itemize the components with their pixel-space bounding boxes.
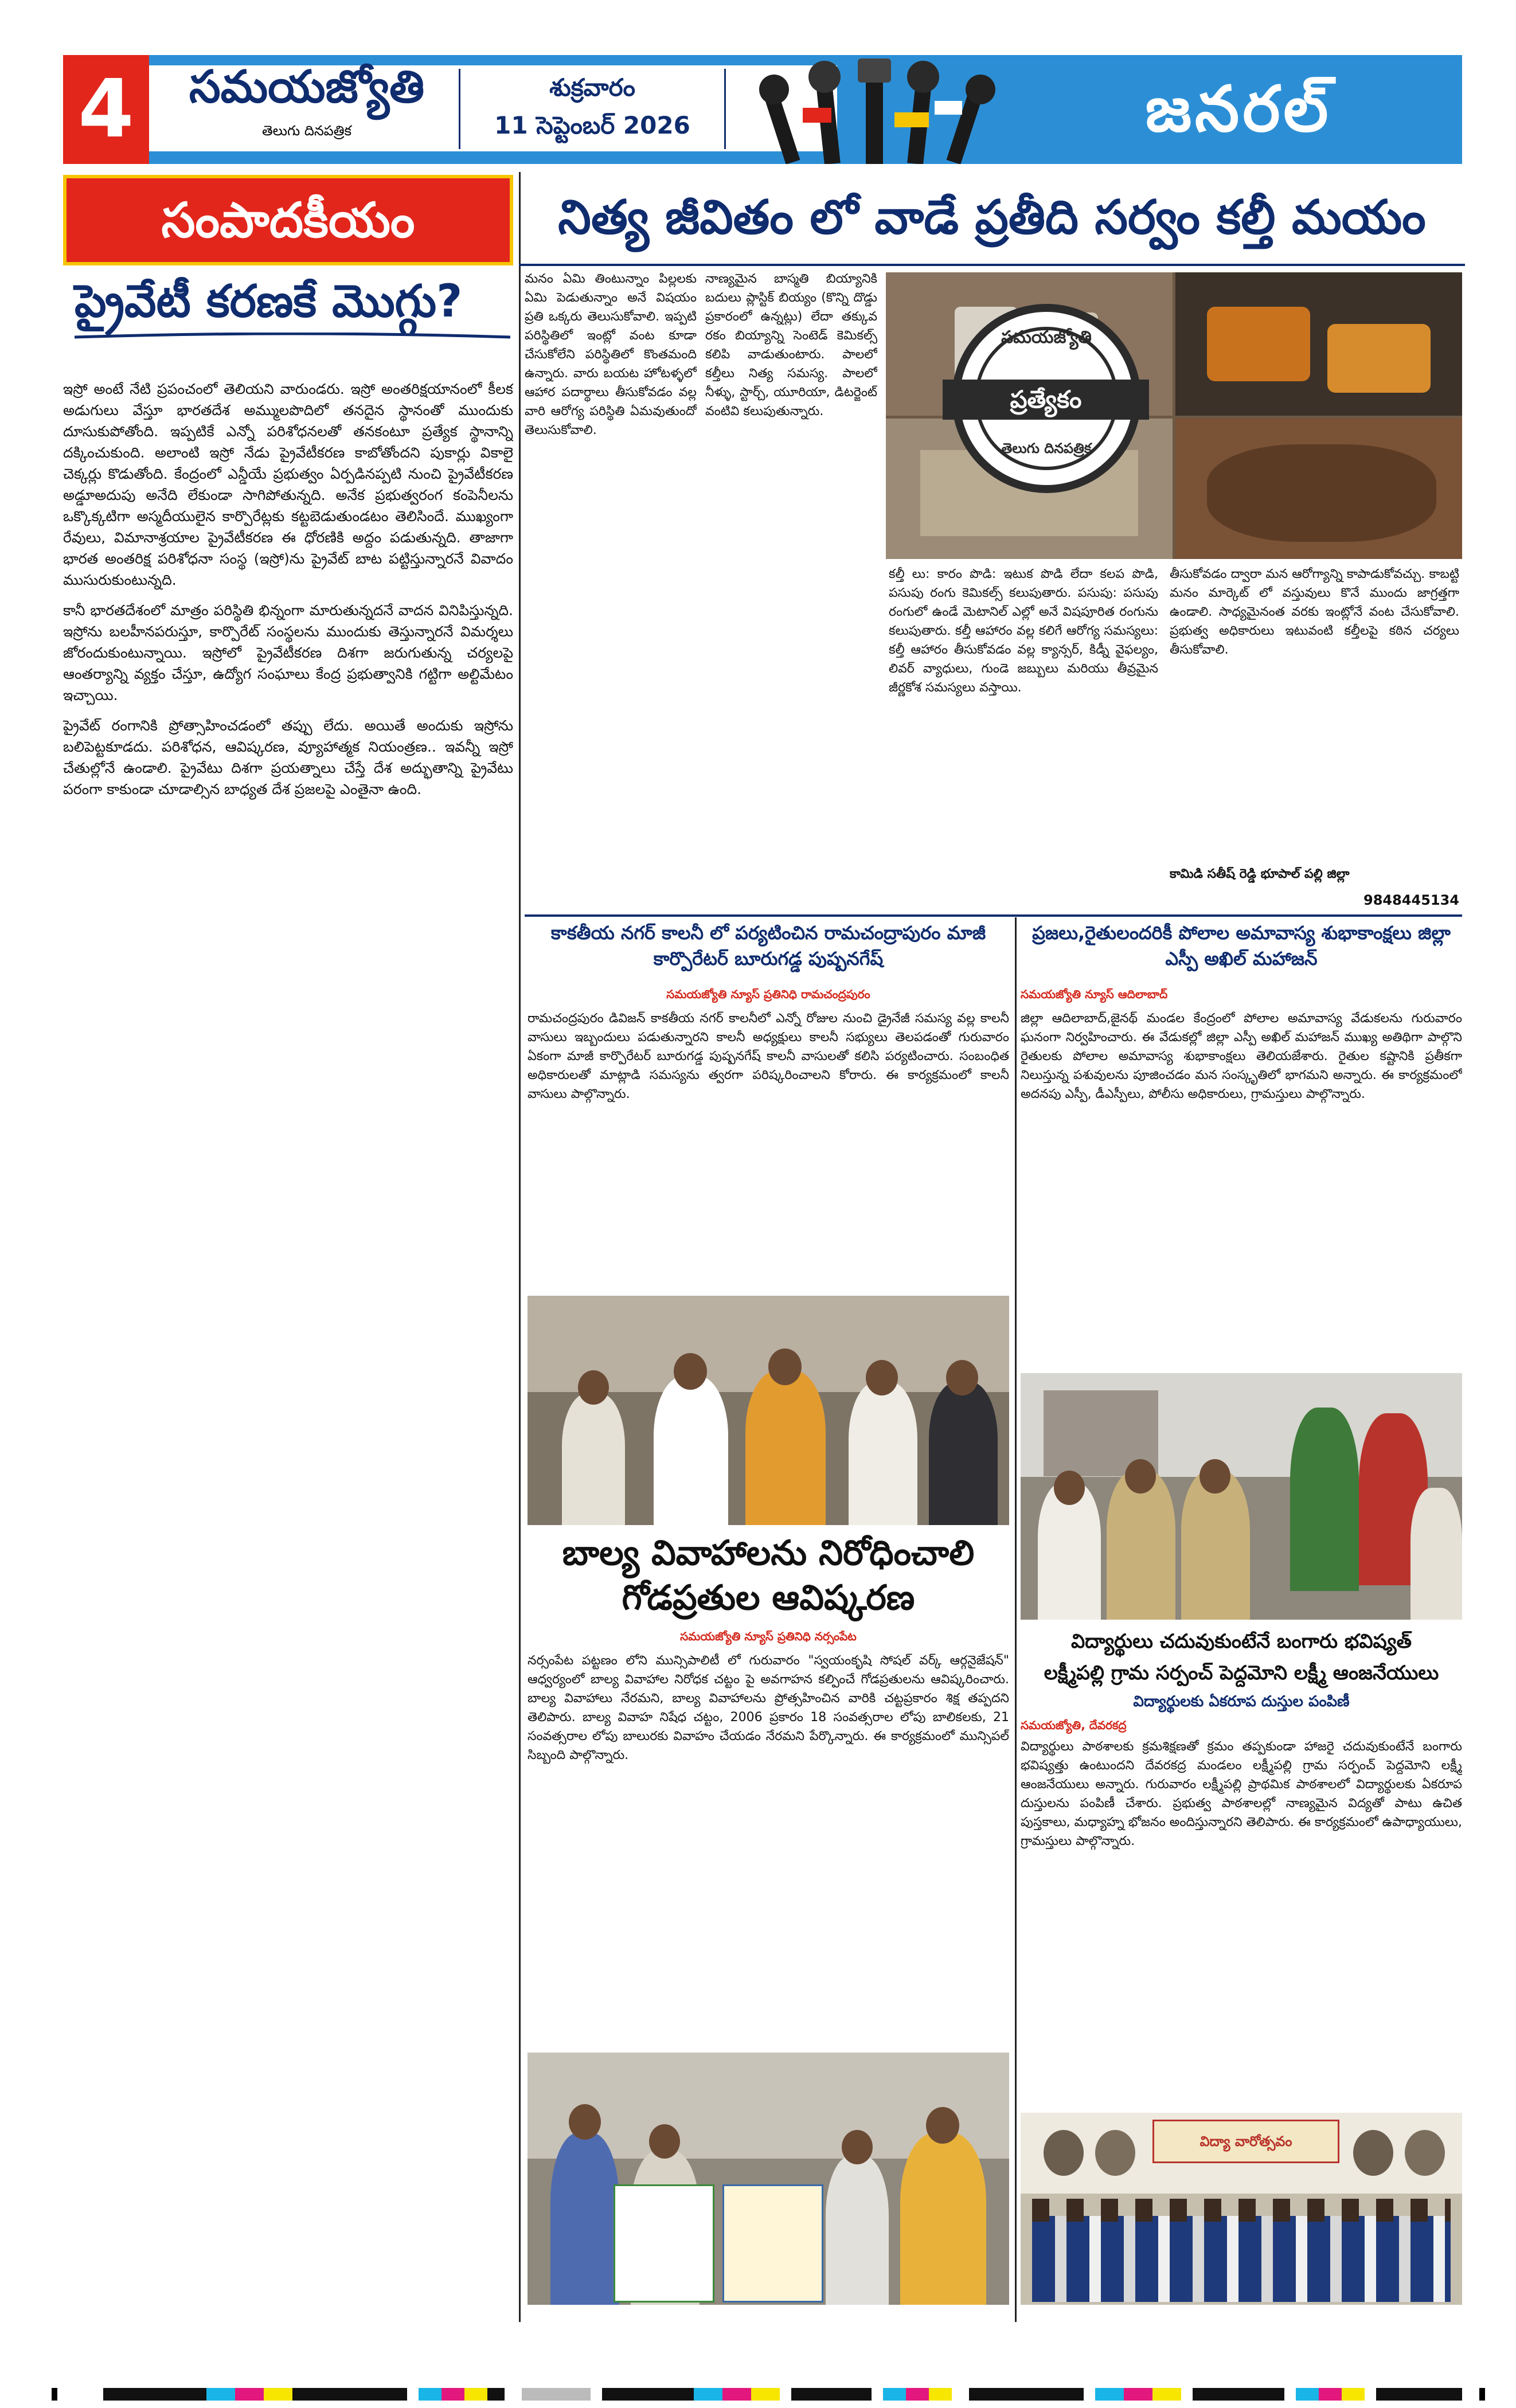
- lead-paragraph: కల్తీ లు: కారం పొడి: ఇటుక పొడి లేదా కలప పొడి, పసుపు రంగు కెమికల్స్ కలుపుతారు. పసుపు: పసుపు రంగులో ఉండే మెటానిల్ ఎల్లో అనే విషపూరిత రంగును కలుపుతారు. కల్తీ ఆహారం వల్ల కలిగే ఆరోగ్య సమస్యలు: కల్తీ ఆహారం తీసుకోవడం వల్ల క్యాన్సర్, కిడ్నీ వైఫల్యం, లివర్ వ్యాధులు, గుండె జబ్బులు మరియు తీవ్రమైన జీర్ణకోశ సమస్యలు వస్తాయి.: [889, 567, 1158, 695]
- editorial-label: సంపాదకీయం: [161, 192, 415, 248]
- students-body: విద్యార్థులు పాఠశాలకు క్రమశిక్షణతో క్రమం తప్పకుండా హాజరై చదువుకుంటేనే బంగారు భవిష్యత్తు ఉంటుందని దేవరకద్ర మండలం లక్ష్మీపల్లి గ్రామ సర్పంచ్ పెద్దమోని లక్ష్మీ ఆంజనేయులు అన్నారు. గురువారం లక్ష్మీపల్లి ప్రాథమిక పాఠశాలలో విద్యార్థులకు ఏకరూప దుస్తులను పంపిణీ చేశారు. ప్రభుత్వ పాఠశాలల్లో నాణ్యమైన విద్యతో పాటు ఉచిత పుస్తకాలు, మధ్యాహ్న భోజనం అందిస్తున్నారని తెలిపారు. ఈ కార్యక్రమంలో ఉపాధ్యాయులు, గ్రామస్తులు పాల్గొన్నారు.: [1021, 1739, 1462, 1848]
- stamp-special-label: ప్రత్యేకం: [943, 380, 1149, 420]
- poster-release-photo: [528, 2053, 1009, 2305]
- lead-column: [525, 269, 697, 909]
- lead-paragraph: తీసుకోవడం ద్వారా మన ఆరోగ్యాన్ని కాపాడుకోవచ్చు. కాబట్టి మనం మార్కెట్ లో వస్తువులు కొనే ముందు జాగ్రత్తగా ఉండాలి. సాధ్యమైనంత వరకు ఇంట్లోనే వంట చేసుకోవాలి. ప్రభుత్వ అధికారులు ఇటువంటి కల్తీలపై కఠిన చర్యలు తీసుకోవాలి.: [1170, 567, 1459, 657]
- newspaper-tagline: తెలుగు దినపత్రిక: [261, 123, 352, 139]
- photo-banner: విద్యా వారోత్సవం: [1152, 2120, 1339, 2163]
- kakatiya-body: రామచంద్రపురం డివిజన్ కాకతీయ నగర్ కాలనీలో ఎన్నో రోజుల నుంచి డ్రైనేజీ సమస్య వల్ల కాలనీ వాసులు ఇబ్బందులు పడుతున్నారని కాలనీ అధ్యక్షులు కాలనీ సభ్యులు తెలపడంతో గురువారం ఏకంగా మాజీ కార్పొరేటర్ బూరుగడ్డ పుష్పనగేష్ కాలనీ వాసులతో కలిసి పర్యటించారు. సంబంధిత అధికారులతో మాట్లాడి సమస్యను త్వరగా పరిష్కరించాలని కోరారు. ఈ కార్యక్రమంలో కాలనీ వాసులు పాల్గొన్నారు.: [528, 1011, 1009, 1101]
- lead-phone: 9848445134: [1363, 892, 1459, 908]
- newspaper-name: సమయజ్యోతి: [189, 61, 425, 113]
- lead-column: [1170, 565, 1459, 863]
- students-headline-2: లక్ష్మీపల్లి గ్రామ సర్పంచ్ పెద్దమోని లక్ష్మీ ఆంజనేయులు: [1044, 1662, 1439, 1684]
- kakatiya-dateline: సమయజ్యోతి న్యూస్ ప్రతినిధి రామచంద్రపురం: [666, 987, 870, 1001]
- issue-day: శుక్రవారం: [549, 73, 635, 101]
- stamp-tagline: తెలుగు దినపత్రిక: [1001, 440, 1092, 456]
- lead-column: [889, 565, 1158, 909]
- child-marriage-headline: బాల్య వివాహాలను నిరోధించాలి గోడప్రతుల ఆవిష్కరణ: [562, 1533, 975, 1618]
- issue-date: 11 సెప్టెంబర్ 2026: [494, 111, 690, 139]
- lead-paragraph: నాణ్యమైన బాస్మతి బియ్యానికి బదులు ప్లాస్టిక్ బియ్యం (కొన్ని దొడ్డు ప్రకారంలో ఉన్నట్లు) లేదా తక్కువ రకం బియ్యాన్ని సెంటెడ్ కెమికల్స్ కలిపి వాడుతుంటారు. పాలలో కల్తీలు నిత్య సమస్య. పాలలో నీళ్ళు, స్టార్చ్, యూరియా, డిటర్జెంట్ వంటివి కలుపుతున్నారు.: [705, 272, 877, 419]
- polala-dateline: సమయజ్యోతి న్యూస్ ఆదిలాబాద్: [1021, 987, 1168, 1001]
- students-subhead: విద్యార్థులకు ఏకరూప దుస్తుల పంపిణీ: [1133, 1693, 1350, 1710]
- polala-festival-photo: [1021, 1373, 1462, 1620]
- column-rule: [1015, 917, 1017, 2322]
- polala-body: జిల్లా ఆదిలాబాద్,జైనథ్ మండల కేంద్రంలో పోలాల అమావాస్య వేడుకలను గురువారం ఘనంగా నిర్వహించారు. ఈ వేడుకల్లో జిల్లా ఎస్పీ అఖిల్ మహాజన్ ముఖ్య అతిథిగా పాల్గొని రైతులకు పోలాల అమావాస్య శుభాకాంక్షలు తెలియజేశారు. రైతుల కష్టానికి ప్రతీకగా నిలుస్తున్న పశువులను పూజించడం మన సంస్కృతిలో భాగమని అన్నారు. ఈ కార్యక్రమంలో అదనపు ఎస్పీ, డీఎస్పీలు, పోలీసు అధికారులు, గ్రామస్తులు పాల్గొన్నారు.: [1021, 1011, 1462, 1101]
- lead-headline: నిత్య జీవితం లో వాడే ప్రతీది సర్వం కల్తీ మయం: [519, 172, 1465, 266]
- kakatiya-headline: కాకతీయ నగర్ కాలనీ లో పర్యటించిన రామచంద్రాపురం మాజీ కార్పొరేటర్ బూరుగడ్డ పుష్పనగేష్: [550, 922, 986, 970]
- section-divider: [525, 914, 1462, 917]
- editorial-paragraph: ప్రైవేట్ రంగానికి ప్రోత్సాహించడంలో తప్పు లేదు. అయితే అందుకు ఇస్రోను బలిపెట్టకూడదు. పరిశోధన, ఆవిష్కరణ, వ్యూహాత్మక నియంత్రణ.. ఇవన్నీ ఇస్రో చేతుల్లోనే ఉండాలి. ప్రైవేటు దిశగా ప్రయత్నాలు చేస్తే దేశ అద్భుతాన్ని ప్రైవేటు పరంగా కాకుండా చూడాల్సిన బాధ్యత దేశ ప్రజలపై ఎంతైనా ఉంది.: [63, 717, 513, 798]
- editorial-paragraph: కానీ భారతదేశంలో మాత్రం పరిస్థితి భిన్నంగా మారుతున్నదనే వాదన వినిపిస్తున్నది. ఇస్రోను బలహీనపరుస్తూ, కార్పొరేట్ సంస్థలను ముందుకు తెస్తున్నారనే విమర్శలు జోరందుకుంటున్నాయి. ఇస్రోలో ప్రైవేటీకరణ దిశగా జరుగుతున్న చర్యలపై ఆంతర్యాన్ని వ్యక్తం చేస్తూ, ఉద్యోగ సంఘాలు కేంద్ర ప్రభుత్వానికి గట్టిగా అల్టిమేటం ఇచ్చాయి.: [63, 602, 513, 703]
- page-number: 4: [63, 55, 149, 164]
- column-rule: [519, 172, 521, 2322]
- special-feature-stamp: [952, 304, 1141, 493]
- issue-date-box: [459, 69, 726, 149]
- headline-underline: [75, 333, 510, 341]
- polala-headline: ప్రజలు,రైతులందరికీ పోలాల అమావాస్య శుభాకాంక్షలు జిల్లా ఎస్పీ అఖిల్ మహాజన్: [1032, 922, 1451, 970]
- lead-byline: కామిడి సతీష్ రెడ్డి భూపాల్ పల్లి జిల్లా: [1170, 867, 1350, 881]
- editorial-headline: ప్రైవేటీ కరణకే మొగ్గు?: [75, 276, 463, 327]
- microphones-icon: [751, 55, 1015, 164]
- print-color-bar: [52, 2388, 1485, 2401]
- stamp-paper-name: సమయజ్యోతి: [1001, 327, 1092, 347]
- editorial-label-box: [63, 175, 513, 265]
- editorial-body: [63, 378, 513, 2288]
- child-marriage-body: నర్సంపేట పట్టణం లోని మున్సిపాలిటీ లో గురువారం "స్వయంకృషి సోషల్ వర్క్ ఆర్గనైజేషన్" ఆధ్వర్యంలో బాల్య వివాహాల నిరోధక చట్టం పై అవగాహన కల్పించే గోడప్రతులను ఆవిష్కరించారు. బాల్య వివాహాలు నేరమని, బాల్య వివాహాలను ప్రోత్సహించిన వారికి చట్టప్రకారం శిక్ష తప్పదని తెలిపారు. బాల్య వివాహ నిషేధ చట్టం, 2006 ప్రకారం 18 సంవత్సరాల లోపు బాలికలకు, 21 సంవత్సరాల లోపు బాలురకు వివాహం చేయడం నేరమని పేర్కొన్నారు. ఈ కార్యక్రమంలో మున్సిపల్ సిబ్బంది పాల్గొన్నారు.: [528, 1653, 1009, 1762]
- students-uniform-photo: [1021, 2113, 1462, 2305]
- editorial-paragraph: ఇస్రో అంటే నేటి ప్రపంచంలో తెలియని వారుండరు. ఇస్రో అంతరిక్షయానంలో కీలక అడుగులు వేస్తూ భారతదేశ అమ్ములపొదిలో తనదైన స్థానంతో ముందుకు దూసుకుపోతోంది. ఇప్పటికే ఎన్నో పరిశోధనలతో తనకంటూ ప్రత్యేక స్థానాన్ని దక్కించుకుంది. అలాంటి ఇస్రో నేడు ప్రైవేటీకరణ కాబోతోందని పుకార్లు వికాలై చెక్కర్లు కొడుతోంది. కేంద్రంలో ఎన్డీయే ప్రభుత్వం ఏర్పడినప్పటి నుంచి ప్రైవేటీకరణ అడ్డూఅదుపు అనేది లేకుండా సాగిపోతున్నది. అనేక ప్రభుత్వరంగ కంపెనీలను ఒక్కొక్కటిగా అస్మదీయులైన కార్పొరేట్లకు కట్టబెడుతుండటం తెలిసిందే. ముఖ్యంగా రేవులు, విమానాశ్రయాల ప్రైవేటీకరణ ఈ ధోరణికి అద్దం పడుతున్నది. తాజాగా భారత అంతరిక్ష పరిశోధనా సంస్థ (ఇస్రో)ను ప్రైవేట్ బాట పట్టిస్తున్నారనే వివాదం ముసురుకుంటున్నది.: [63, 381, 513, 588]
- child-marriage-dateline: సమయజ్యోతి న్యూస్ ప్రతినిధి నర్సంపేట: [680, 1629, 857, 1643]
- section-name: జనరల్: [1145, 72, 1332, 146]
- lead-paragraph: మనం ఏమి తింటున్నాం పిల్లలకు ఏమి పెడుతున్నాం అనే విషయం ప్రతి ఒక్కరు తెలుసుకోవాలి. ఇప్పటి పరిస్థితిలో ఇంట్లో వంట కూడా చేసుకోలేని పరిస్థితిలో కొంతమంది ఉన్నారు. వారు బయట హోటళ్ళలో ఆహార పదార్థాలు తీసుకోవడం వల్ల వారి ఆరోగ్య పరిస్థితి ఏమవుతుందో తెలుసుకోవాలి.: [525, 272, 697, 437]
- lead-column: [705, 269, 877, 909]
- students-headline-1: విద్యార్థులు చదువుకుంటేనే బంగారు భవిష్యత్: [1071, 1630, 1412, 1653]
- kakatiya-visit-photo: [528, 1296, 1009, 1525]
- students-dateline: సమయజ్యోతి, దేవరకద్ర: [1021, 1718, 1127, 1732]
- masthead: [63, 55, 1462, 164]
